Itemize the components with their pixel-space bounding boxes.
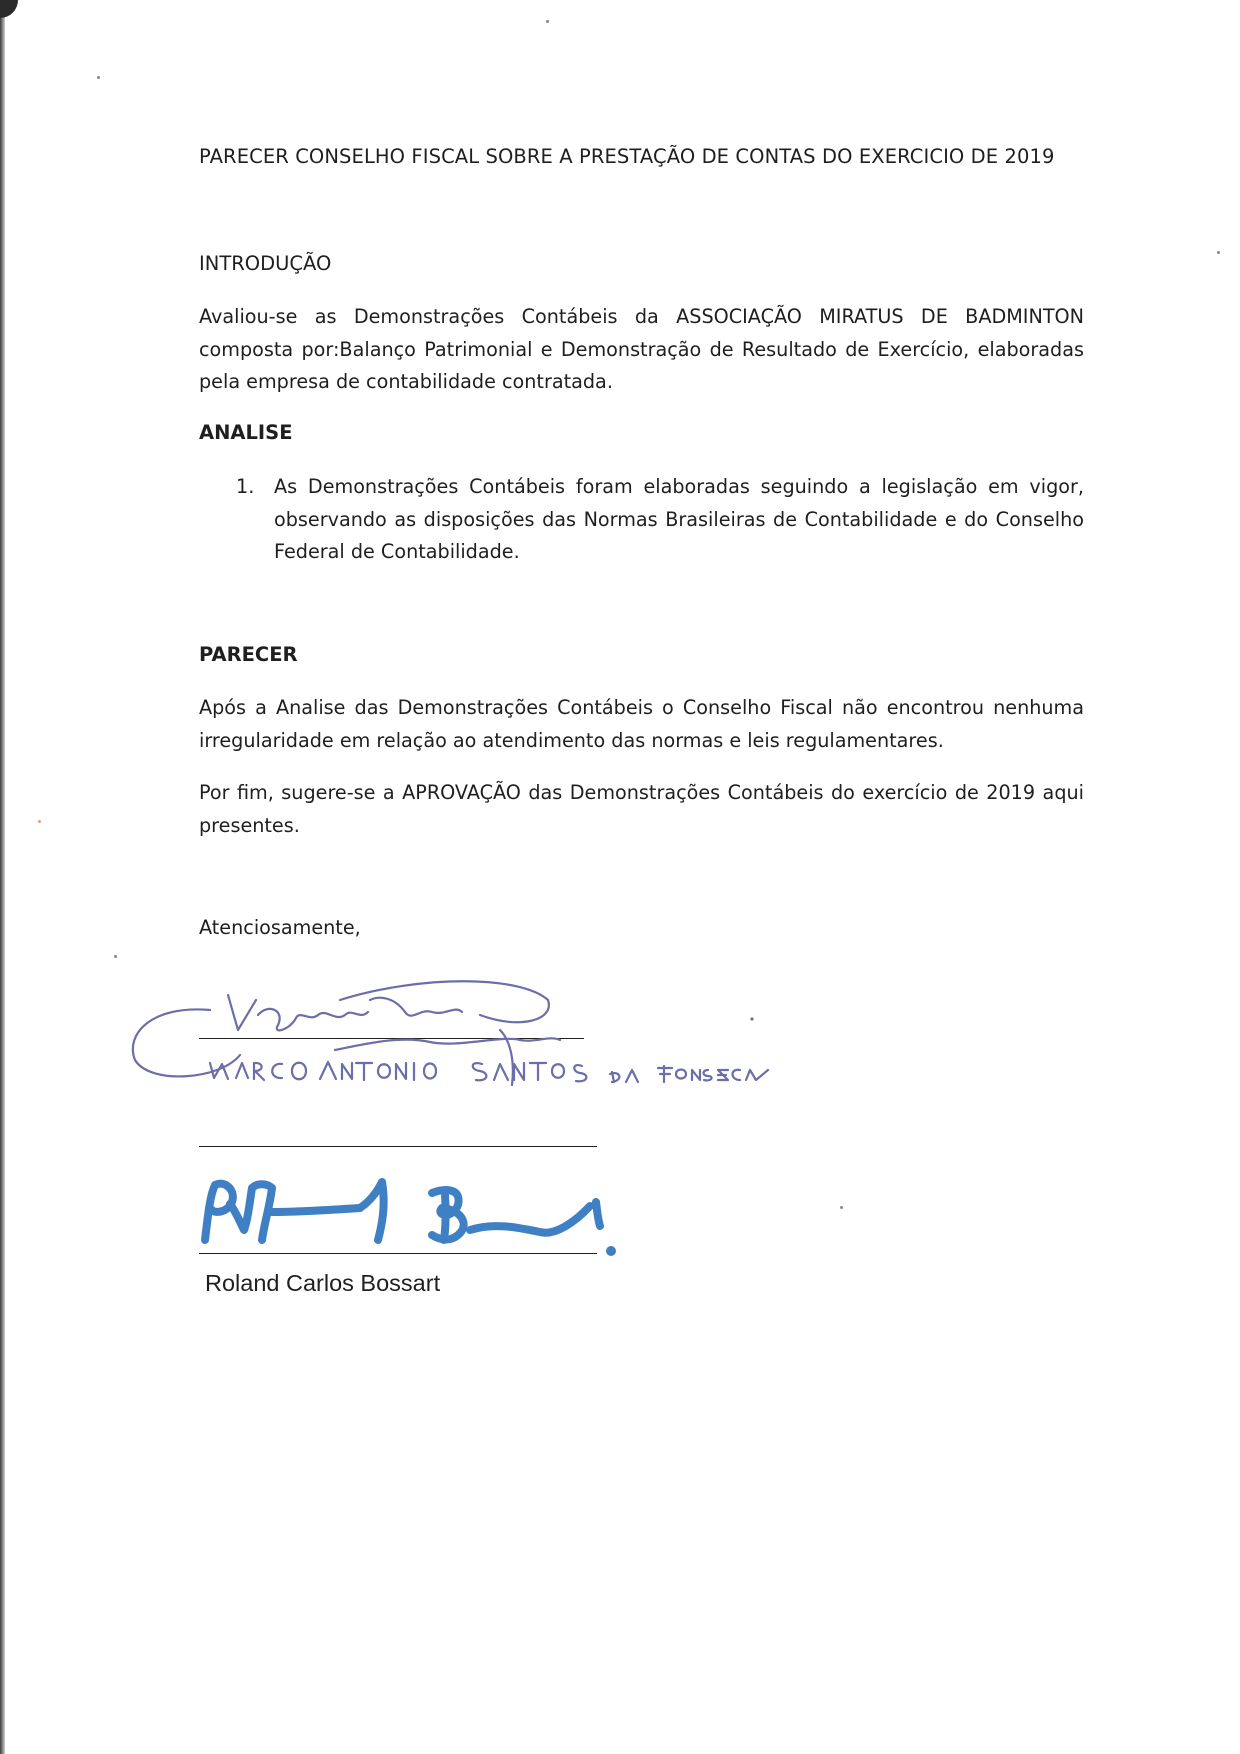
- parecer-heading: PARECER: [199, 643, 298, 666]
- parecer-approval-paragraph: Por fim, sugere-se a APROVAÇÃO das Demonstrações Contábeis do exercício de 2019 aqui presentes.: [199, 781, 1084, 837]
- signer-name-roland: Roland Carlos Bossart: [205, 1270, 441, 1296]
- introducao-heading: INTRODUÇÃO: [199, 252, 332, 275]
- closing-salutation: Atenciosamente,: [199, 916, 361, 939]
- introducao-paragraph: Avaliou-se as Demonstrações Contábeis da ASSOCIAÇÃO MIRATUS DE BADMINTON composta por:Balanço Patrimonial e Demonstração de Resultado de Exercício, elaboradas pela empresa de contabilidade contratada.: [199, 305, 1084, 393]
- analise-heading: ANALISE: [199, 421, 293, 444]
- analise-item-text: As Demonstrações Contábeis foram elaboradas seguindo a legislação em vigor, observando as disposições das Normas Brasileiras de Contabilidade e do Conselho Federal de Contabilidade.: [274, 475, 1084, 563]
- signature-roland-bossart: [205, 1182, 616, 1256]
- document-title: PARECER CONSELHO FISCAL SOBRE A PRESTAÇÃO DE CONTAS DO EXERCICIO DE 2019: [199, 145, 1055, 168]
- signature-marco-antonio: [133, 981, 768, 1085]
- parecer-paragraph: Após a Analise das Demonstrações Contábeis o Conselho Fiscal não encontrou nenhuma irregularidade em relação ao atendimento das normas e leis regulamentares.: [199, 696, 1084, 752]
- analise-item-number: 1.: [236, 475, 255, 498]
